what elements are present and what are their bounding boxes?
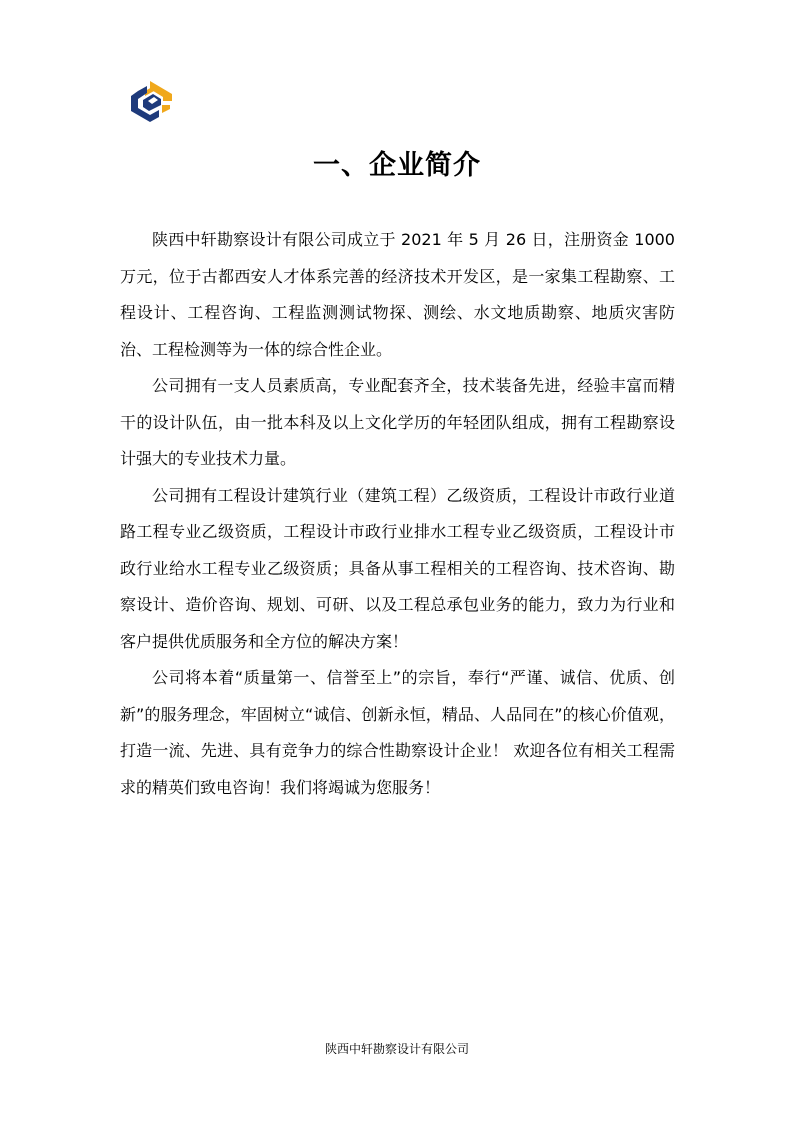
paragraph-team: 公司拥有一支人员素质高，专业配套齐全，技术装备先进，经验丰富而精干的设计队伍，由一批本科及以上文化学历的年轻团队组成，拥有工程勘察设计强大的专业技术力量。 (120, 376, 675, 468)
paragraph-founding: 陕西中轩勘察设计有限公司成立于 2021 年 5 月 26 日，注册资金 1000 万元，位于古都西安人才体系完善的经济技术开发区，是一家集工程勘察、工程设计、工程咨询、工程监测测试物探、测绘、水文地质勘察、地质灾害防治、工程检测等为一体的综合性企业。 (120, 230, 675, 359)
company-logo-icon (128, 80, 174, 122)
intro-body (120, 222, 675, 806)
page-title: 一、企业简介 (313, 150, 481, 181)
page-footer: 陕西中轩勘察设计有限公司 (324, 1042, 469, 1056)
paragraph-mission: 公司将本着“质量第一、信誉至上”的宗旨，奉行“严谨、诚信、优质、创新”的服务理念，牢固树立“诚信、创新永恒，精品、人品同在”的核心价值观，打造一流、先进、具有竞争力的综合性勘察设计企业！ 欢迎各位有相关工程需求的精英们致电咨询！我们将竭诚为您服务！ (120, 668, 675, 797)
paragraph-qualifications: 公司拥有工程设计建筑行业（建筑工程）乙级资质，工程设计市政行业道路工程专业乙级资质，工程设计市政行业排水工程专业乙级资质，工程设计市政行业给水工程专业乙级资质；具备从事工程相关的工程咨询、技术咨询、勘察设计、造价咨询、规划、可研、以及工程总承包业务的能力，致力为行业和客户提供优质服务和全方位的解决方案！ (120, 485, 675, 651)
